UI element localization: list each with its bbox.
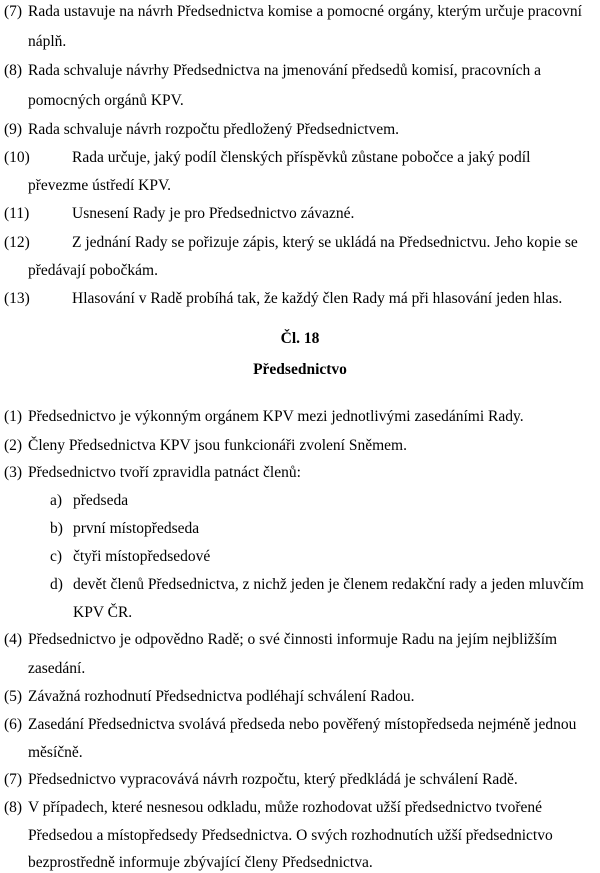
- paragraph-text: předávají pobočkám.: [28, 262, 158, 279]
- sub-item-letter: b): [50, 520, 63, 537]
- paragraph-text: Předsednictvo tvoří zpravidla patnáct členů:: [28, 464, 301, 481]
- paragraph-text: Hlasování v Radě probíhá tak, že každý člen Rady má při hlasování jeden hlas.: [72, 290, 563, 307]
- paragraph-text: Předsednictvo vypracovává návrh rozpočtu, který předkládá je schválení Radě.: [28, 771, 518, 788]
- paragraph-text: Předsednictvo je výkonným orgánem KPV mezi jednotlivými zasedáními Rady.: [28, 408, 524, 425]
- sub-item-text: KPV ČR.: [73, 604, 133, 621]
- paragraph-number: (1): [4, 408, 23, 425]
- sub-item-letter: c): [50, 548, 63, 565]
- paragraph-number: (6): [4, 716, 23, 733]
- paragraph-text: Z jednání Rady se pořizuje zápis, který se ukládá na Předsednictvu. Jeho kopie se: [72, 234, 578, 251]
- paragraph-number: (11): [4, 205, 30, 222]
- paragraph-text: pomocných orgánů KPV.: [28, 92, 184, 109]
- paragraph-text: Předsednictvo je odpovědno Radě; o své činnosti informuje Radu na jejím nejbližším: [28, 631, 558, 648]
- paragraph-number: (8): [4, 799, 23, 816]
- article-title: Předsednictvo: [253, 361, 347, 378]
- paragraph-text: náplň.: [28, 33, 67, 50]
- paragraph-text: V případech, které nesnesou odkladu, může rozhodovat užší předsednictvo tvořené: [28, 799, 543, 816]
- paragraph-number: (5): [4, 688, 23, 705]
- paragraph-number: (13): [4, 290, 30, 307]
- paragraph-text: převezme ústředí KPV.: [28, 177, 172, 194]
- paragraph-number: (4): [4, 631, 23, 648]
- paragraph-number: (12): [4, 234, 30, 251]
- paragraph-number: (8): [4, 62, 23, 79]
- sub-item-letter: d): [50, 576, 63, 593]
- sub-item-text: čtyři místopředsedové: [73, 548, 211, 565]
- sub-item-text: první místopředseda: [73, 520, 200, 537]
- paragraph-text: Rada schvaluje návrh rozpočtu předložený Předsednictvem.: [28, 121, 400, 138]
- paragraph-text: měsíčně.: [28, 744, 83, 761]
- paragraph-text: Rada určuje, jaký podíl členských příspěvků zůstane pobočce a jaký podíl: [72, 149, 531, 166]
- article-number: Čl. 18: [280, 330, 320, 347]
- paragraph-text: Předsedou a místopředsedy Předsednictva. O svých rozhodnutích užší předsednictvo: [28, 827, 553, 844]
- paragraph-text: bezprostředně informuje zbývající členy Předsednictva.: [28, 854, 373, 871]
- paragraph-number: (3): [4, 464, 23, 481]
- paragraph-number: (10): [4, 149, 30, 166]
- paragraph-number: (9): [4, 121, 23, 138]
- sub-item-text: devět členů Předsednictva, z nichž jeden je členem redakční rady a jeden mluvčím: [73, 576, 584, 593]
- paragraph-text: Zasedání Předsednictva svolává předseda nebo pověřený místopředseda nejméně jednou: [28, 716, 577, 733]
- paragraph-number: (2): [4, 437, 23, 454]
- paragraph-text: Rada schvaluje návrhy Předsednictva na jmenování předsedů komisí, pracovních a: [28, 62, 542, 79]
- paragraph-text: Rada ustavuje na návrh Předsednictva komise a pomocné orgány, kterým určuje pracovní: [28, 3, 582, 20]
- paragraph-number: (7): [4, 771, 23, 788]
- sub-item-text: předseda: [73, 492, 129, 509]
- paragraph-text: Členy Předsednictva KPV jsou funkcionáři zvolení Sněmem.: [28, 437, 407, 454]
- paragraph-text: Závažná rozhodnutí Předsednictva podléhají schválení Radou.: [28, 688, 415, 705]
- paragraph-number: (7): [4, 3, 23, 20]
- paragraph-text: zasedání.: [28, 660, 86, 677]
- paragraph-text: Usnesení Rady je pro Předsednictvo závazné.: [72, 205, 355, 222]
- sub-item-letter: a): [50, 492, 63, 509]
